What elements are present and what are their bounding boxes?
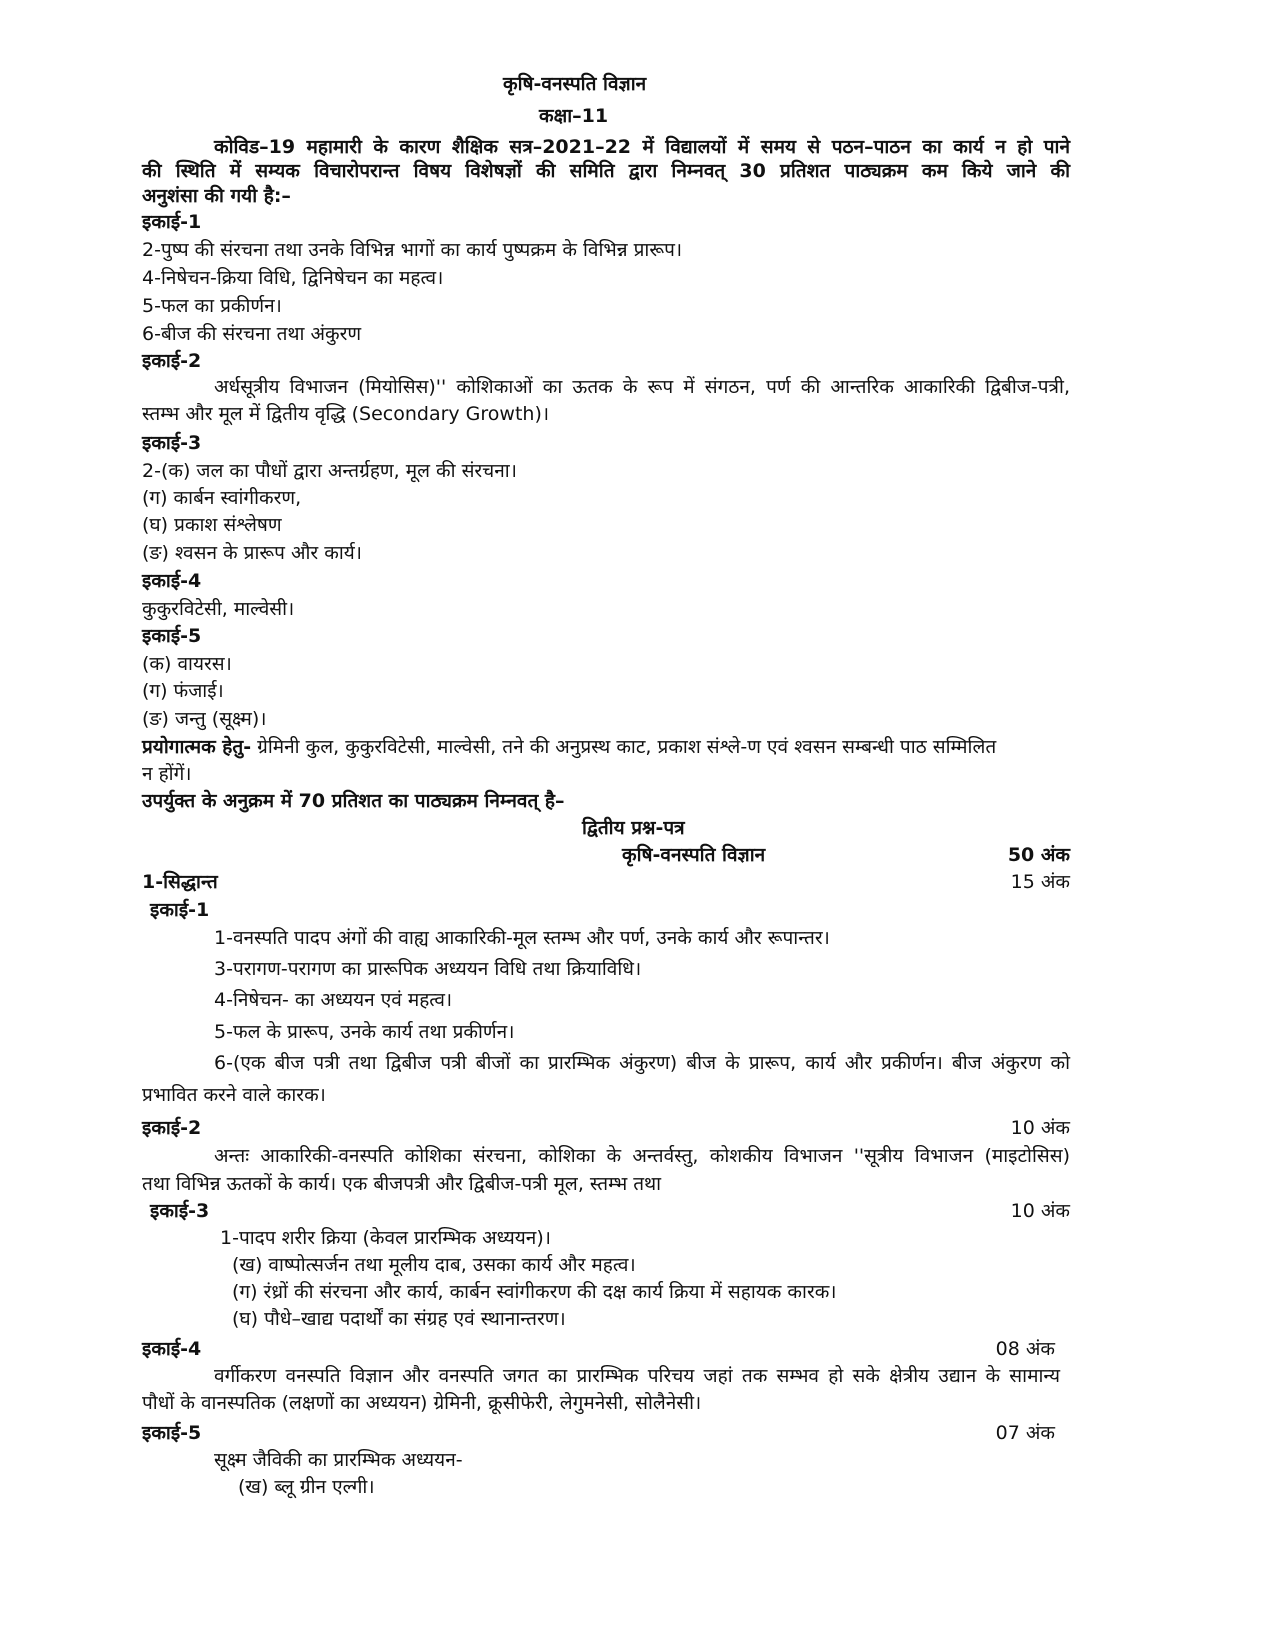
syllabus-unit3-marks: 10 अंक [1010,1200,1070,1222]
list-item: (ख) वाष्पोत्सर्जन तथा मूलीय दाब, उसका कार्य और महत्व। [232,1254,636,1276]
list-item: 5-फल के प्रारूप, उनके कार्य तथा प्रकीर्णन। [214,1021,515,1043]
reduced-unit2-heading: इकाई-2 [142,350,202,372]
list-item: 1-वनस्पति पादप अंगों की वाह्य आकारिकी-मूल स्तम्भ और पर्ण, उनके कार्य और रूपान्तर। [214,927,830,949]
syllabus-unit4-marks: 08 अंक [995,1338,1055,1360]
syllabus-unit5-lead: सूक्ष्म जैविकी का प्रारम्भिक अध्ययन- [214,1449,463,1471]
syllabus-unit4-line-1: वर्गीकरण वनस्पति विज्ञान और वनस्पति जगत का प्रारम्भिक परिचय जहां तक सम्भव हो सके क्षेत्रीय उद्यान के सामान्य [214,1365,1060,1387]
syllabus-unit3-lead: 1-पादप शरीर क्रिया (केवल प्रारम्भिक अध्ययन)। [220,1227,551,1249]
practical-line-2: न होंगें। [142,763,192,785]
list-item: 3-परागण-परागण का प्रारूपिक अध्ययन विधि तथा क्रियाविधि। [214,958,642,980]
syllabus-unit2-line-2: तथा विभिन्न ऊतकों के कार्य। एक बीजपत्री और द्विबीज-पत्री मूल, स्तम्भ तथा [142,1173,662,1195]
syllabus-unit3-heading: इकाई-3 [150,1200,210,1222]
reduced-unit1-heading: इकाई-1 [142,211,202,233]
syllabus-unit5-heading: इकाई-5 [142,1422,202,1444]
practical-line-1 [142,735,996,759]
list-item: (ग) रंध्रों की संरचना और कार्य, कार्बन स्वांगीकरण की दक्ष कार्य क्रिया में सहायक कारक। [232,1281,837,1303]
intro-line-1: कोविड–19 महामारी के कारण शैक्षिक सत्र–2021–22 में विद्यालयों में समय से पठन–पाठन का कार्य न हो पाने [214,136,1070,158]
list-item: (क) वायरस। [142,653,232,675]
list-item: कुकुरविटेसी, माल्वेसी। [142,598,295,620]
syllabus-unit2-line-1: अन्तः आकारिकी-वनस्पति कोशिका संरचना, कोशिका के अन्तर्वस्तु, कोशकीय विभाजन ''सूत्रीय विभाजन (माइटोसिस) [214,1145,1070,1167]
list-item: 4-निषेचन-क्रिया विधि, द्विनिषेचन का महत्व। [142,267,444,289]
reduced-unit2-line-1: अर्धसूत्रीय विभाजन (मियोसिस)'' कोशिकाओं का ऊतक के रूप में संगठन, पर्ण की आन्तरिक आकारिकी द्विबीज-पत्री, [214,376,1070,398]
intro-line-2: की स्थिति में सम्यक विचारोपरान्त विषय विशेषज्ञों की समिति द्वारा निम्नवत् 30 प्रतिशत पाठ्यक्रम कम किये जाने की [142,160,1070,182]
reduced-unit3-heading: इकाई-3 [142,432,202,454]
syllabus-unit4-heading: इकाई-4 [142,1338,202,1360]
list-item: 4-निषेचन- का अध्ययन एवं महत्व। [214,989,453,1011]
syllabus-unit5-marks: 07 अंक [995,1422,1055,1444]
subject-marks: 50 अंक [1007,844,1070,866]
practical-text: ग्रेमिनी कुल, कुकुरविटेसी, माल्वेसी, तने की अनुप्रस्थ काट, प्रकाश संश्ले-ण एवं श्वसन सम्बन्धी पाठ सम्मिलित [251,736,997,758]
list-item: 2-पुष्प की संरचना तथा उनके विभिन्न भागों का कार्य पुष्पक्रम के विभिन्न प्रारूप। [142,239,683,261]
reduced-unit4-heading: इकाई-4 [142,570,202,592]
syllabus-unit1-item6-line-2: प्रभावित करने वाले कारक। [142,1084,326,1106]
list-item: (ग) कार्बन स्वांगीकरण, [142,487,302,509]
practical-label: प्रयोगात्मक हेतु- [142,736,252,758]
syllabus-unit2-marks: 10 अंक [1010,1117,1070,1139]
syllabus-unit2-heading: इकाई-2 [142,1117,202,1139]
list-item: (घ) पौधे–खाद्य पदार्थों का संग्रह एवं स्थानान्तरण। [232,1308,566,1330]
list-item: (ङ) जन्तु (सूक्ष्म)। [142,708,267,730]
list-item: (ख) ब्लू ग्रीन एल्गी। [238,1476,375,1498]
syllabus-unit1-item6-line-1: 6-(एक बीज पत्री तथा द्विबीज पत्री बीजों का प्रारम्भिक अंकुरण) बीज के प्रारूप, कार्य और प्रकीर्णन। बीज अंकुरण को [214,1052,1070,1074]
intro-line-3: अनुशंसा की गयी है:– [142,185,291,207]
list-item: (ग) फंजाई। [142,680,224,702]
class-label: कक्षा–11 [539,105,609,127]
paper-title: द्वितीय प्रश्न-पत्र [582,817,685,839]
reduced-unit5-heading: इकाई-5 [142,625,202,647]
list-item: 6-बीज की संरचना तथा अंकुरण [142,323,362,345]
syllabus-unit1-heading: इकाई-1 [150,899,210,921]
reduced-unit2-line-2: स्तम्भ और मूल में द्वितीय वृद्धि (Secondary Growth)। [142,403,550,425]
theory-heading: 1-सिद्धान्त [142,871,218,893]
list-item: (ङ) श्वसन के प्रारूप और कार्य। [142,542,362,564]
subject-title: कृषि-वनस्पति विज्ञान [622,844,766,866]
syllabus-intro: उपर्युक्त के अनुक्रम में 70 प्रतिशत का पाठ्यक्रम निम्नवत् है– [142,790,565,812]
list-item: 5-फल का प्रकीर्णन। [142,295,282,317]
syllabus-unit4-line-2: पौधों के वानस्पतिक (लक्षणों का अध्ययन) ग्रेमिनी, क्रूसीफेरी, लेगुमनेसी, सोलैनेसी। [142,1392,702,1414]
theory-marks: 15 अंक [1010,871,1070,893]
list-item: 2-(क) जल का पौधों द्वारा अन्तर्ग्रहण, मूल की संरचना। [142,460,517,482]
document-title: कृषि-वनस्पति विज्ञान [503,73,647,95]
list-item: (घ) प्रकाश संश्लेषण [142,514,282,536]
